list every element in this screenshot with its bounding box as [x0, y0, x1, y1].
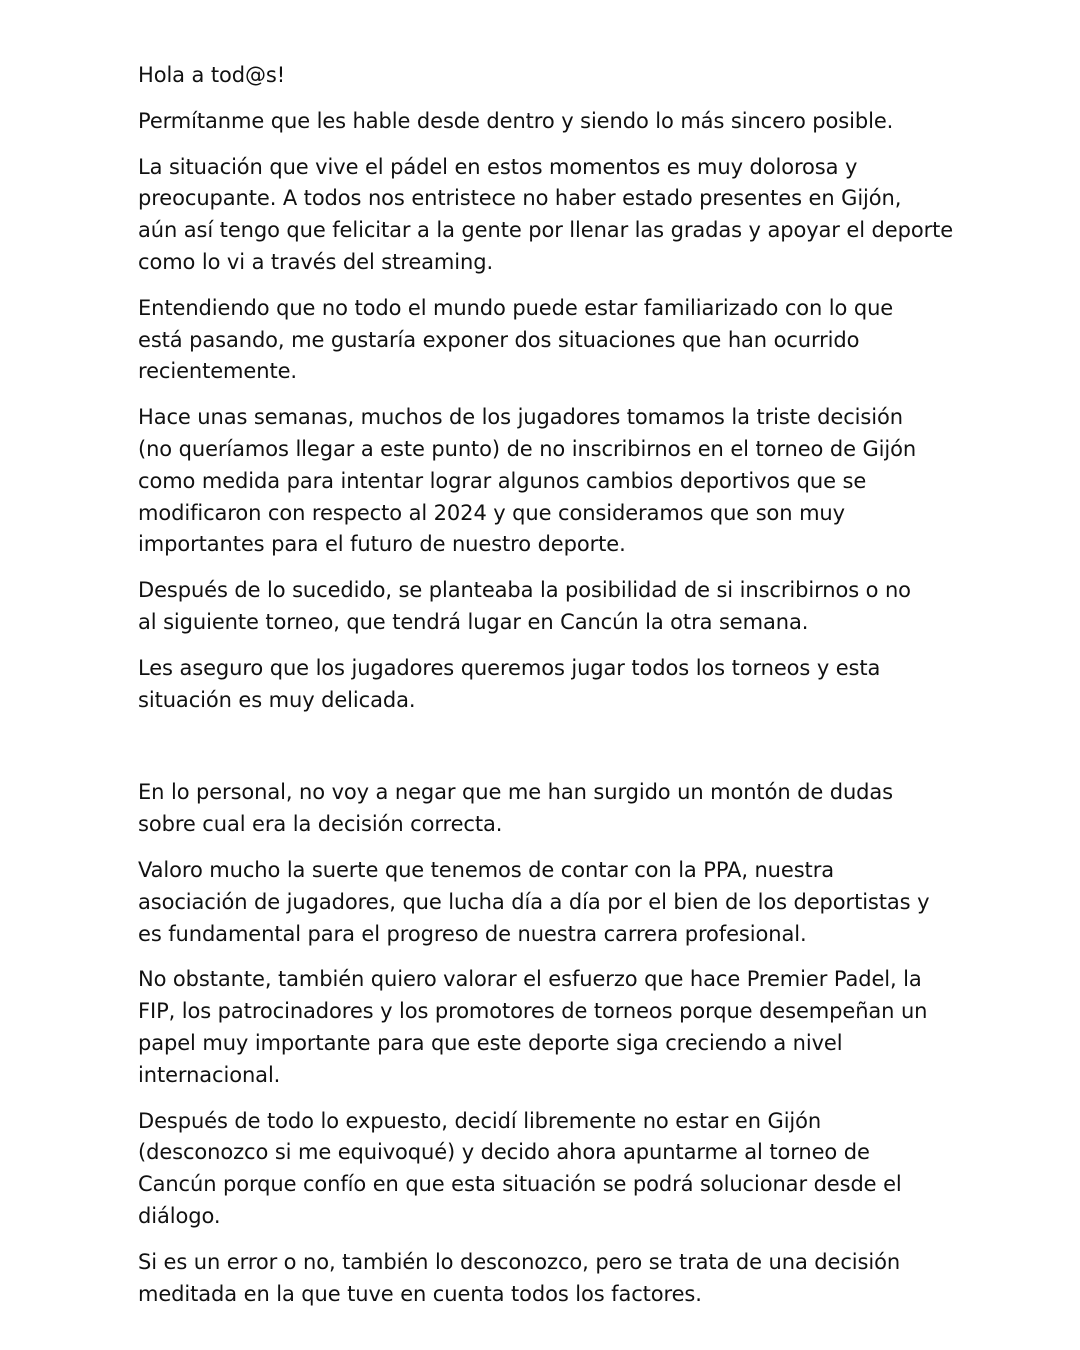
- paragraph-line: (no queríamos llegar a este punto) de no inscribirnos en el torneo de Gijón: [138, 436, 917, 461]
- paragraph-line: recientemente.: [138, 359, 297, 384]
- paragraph: [138, 402, 938, 561]
- paragraph-line: En lo personal, no voy a negar que me han surgido un montón de dudas: [138, 780, 894, 805]
- paragraph-line: modificaron con respecto al 2024 y que consideramos que son muy: [138, 500, 845, 525]
- paragraph-line: aún así tengo que felicitar a la gente por llenar las gradas y apoyar el deporte: [138, 218, 954, 243]
- paragraph: [138, 152, 954, 279]
- paragraph-line: sobre cual era la decisión correcta.: [138, 812, 503, 837]
- section-spacer: [138, 730, 938, 777]
- paragraph: [138, 1106, 938, 1233]
- paragraph-line: papel muy importante para que este deporte siga creciendo a nivel: [138, 1030, 843, 1055]
- paragraph: [138, 575, 938, 639]
- paragraph-line: asociación de jugadores, que lucha día a día por el bien de los deportistas y: [138, 889, 930, 914]
- paragraph-line: No obstante, también quiero valorar el esfuerzo que hace Premier Padel, la: [138, 967, 922, 992]
- paragraph-line: Después de lo sucedido, se planteaba la posibilidad de si inscribirnos o no: [138, 578, 911, 603]
- paragraph-line: Después de todo lo expuesto, decidí libremente no estar en Gijón: [138, 1108, 822, 1133]
- paragraph: [138, 653, 938, 717]
- paragraph-line: (desconozco si me equivoqué) y decido ahora apuntarme al torneo de: [138, 1140, 870, 1165]
- paragraph-line: Hola a tod@s!: [138, 63, 286, 87]
- paragraph: [138, 293, 938, 388]
- paragraph-line: FIP, los patrocinadores y los promotores de torneos porque desempeñan un: [138, 999, 928, 1024]
- paragraph-line: meditada en la que tuve en cuenta todos los factores.: [138, 1281, 702, 1306]
- paragraph: [138, 106, 938, 138]
- paragraph-line: como lo vi a través del streaming.: [138, 249, 494, 274]
- paragraph-line: Si es un error o no, también lo desconozco, pero se trata de una decisión: [138, 1249, 901, 1274]
- paragraph-line: Entendiendo que no todo el mundo puede estar familiarizado con lo que: [138, 295, 894, 320]
- paragraph: [138, 777, 938, 841]
- paragraph: [138, 964, 938, 1091]
- paragraph-line: Les aseguro que los jugadores queremos jugar todos los torneos y esta: [138, 655, 881, 680]
- paragraph-line: Permítanme que les hable desde dentro y siendo lo más sincero posible.: [138, 108, 894, 133]
- paragraph: [138, 1247, 938, 1311]
- paragraph-line: Valoro mucho la suerte que tenemos de contar con la PPA, nuestra: [138, 857, 834, 882]
- paragraph-line: diálogo.: [138, 1203, 221, 1228]
- paragraph-line: al siguiente torneo, que tendrá lugar en Cancún la otra semana.: [138, 609, 809, 634]
- paragraph: [138, 60, 938, 92]
- statement-document: [138, 60, 954, 1324]
- statement-section-first: [138, 60, 954, 716]
- paragraph-line: como medida para intentar lograr algunos cambios deportivos que se: [138, 468, 867, 493]
- paragraph-line: Cancún porque confío en que esta situación se podrá solucionar desde el: [138, 1172, 902, 1197]
- statement-section-second: [138, 777, 938, 1310]
- paragraph-line: internacional.: [138, 1062, 281, 1087]
- paragraph-line: es fundamental para el progreso de nuestra carrera profesional.: [138, 921, 807, 946]
- paragraph-line: preocupante. A todos nos entristece no haber estado presentes en Gijón,: [138, 186, 902, 211]
- paragraph-line: está pasando, me gustaría exponer dos situaciones que han ocurrido: [138, 327, 860, 352]
- paragraph-line: situación es muy delicada.: [138, 687, 416, 712]
- paragraph-line: La situación que vive el pádel en estos momentos es muy dolorosa y: [138, 154, 858, 179]
- paragraph-line: importantes para el futuro de nuestro deporte.: [138, 532, 626, 557]
- paragraph: [138, 855, 938, 950]
- paragraph-line: Hace unas semanas, muchos de los jugadores tomamos la triste decisión: [138, 405, 903, 430]
